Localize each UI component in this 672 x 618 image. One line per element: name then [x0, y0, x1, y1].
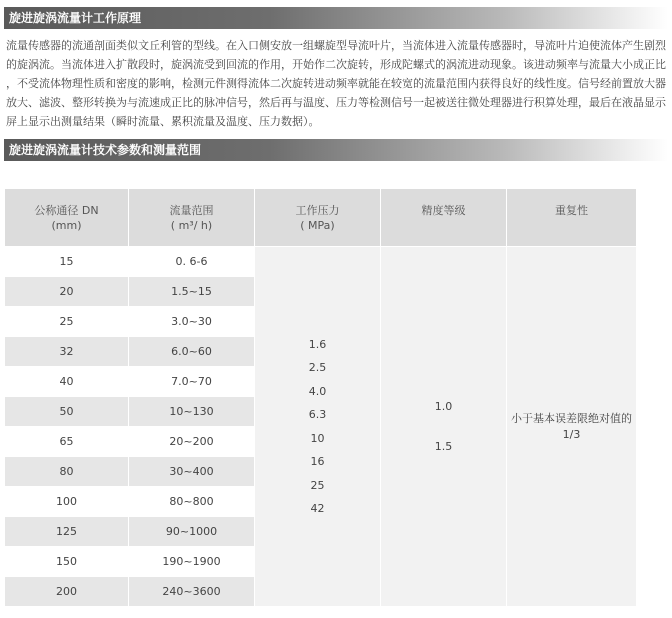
header-line: 工作压力 [295, 204, 340, 217]
header-line: ( MPa) [300, 219, 335, 232]
pressure-value: 2.5 [308, 361, 327, 374]
table-row [5, 247, 637, 277]
paragraph-line: ，不受流体物理性质和密度的影响，检测元件测得流体二次旋转进动频率就能在较宽的流量范围内获得良好的线性度。信号经前置放大器 [6, 77, 666, 90]
spec-table [4, 188, 637, 607]
header-accuracy-class [381, 189, 507, 247]
paragraph-line: 屏上显示出测量结果（瞬时流量、累积流量及温度、压力数据）。 [6, 115, 320, 128]
header-flow-range [129, 189, 255, 247]
cell-flow-range: 7.0~70 [129, 367, 255, 397]
paragraph-line: 的旋涡流。当流体进入扩散段时，旋涡流受到回流的作用，开始作二次旋转，形成陀螺式的涡流进动现象。该进动频率与流量大小成正比 [6, 58, 666, 71]
paragraph-line: 放大、滤波、整形转换为与流速成正比的脉冲信号，然后再与温度、压力等检测信号一起被送往微处理器进行积算处理，最后在液晶显示 [6, 96, 666, 109]
cell-repeatability: 小于基本误差限绝对值的1/3 [507, 247, 637, 607]
table-header-row [5, 189, 637, 247]
pressure-value: 4.0 [308, 384, 327, 398]
cell-dn: 80 [5, 457, 129, 487]
cell-dn: 150 [5, 547, 129, 577]
pressure-value: 16 [310, 455, 325, 468]
header-nominal-diameter [5, 189, 129, 247]
header-line: 公称通径 DN [34, 204, 99, 217]
cell-pressure-list [255, 247, 381, 607]
cell-dn: 20 [5, 277, 129, 307]
header-repeatability [507, 189, 637, 247]
working-principle-paragraph [6, 36, 668, 131]
cell-accuracy-list [381, 247, 507, 607]
section-title-working-principle: 旋进旋涡流量计工作原理 [4, 7, 668, 29]
header-line: 重复性 [555, 204, 588, 217]
pressure-value: 42 [310, 502, 325, 515]
accuracy-value: 1.5 [434, 439, 453, 453]
cell-flow-range: 30~400 [129, 457, 255, 487]
section-title-technical-parameters: 旋进旋涡流量计技术参数和测量范围 [4, 139, 668, 161]
paragraph-line: 流量传感器的流通剖面类似文丘利管的型线。在入口侧安放一组螺旋型导流叶片，当流体进入流量传感器时，导流叶片迫使流体产生剧烈 [6, 39, 666, 52]
cell-flow-range: 1.5~15 [129, 277, 255, 307]
cell-flow-range: 10~130 [129, 397, 255, 427]
pressure-value: 1.6 [308, 337, 327, 351]
pressure-value: 25 [310, 478, 325, 492]
cell-flow-range: 90~1000 [129, 517, 255, 547]
cell-dn: 32 [5, 337, 129, 367]
cell-dn: 65 [5, 427, 129, 457]
cell-flow-range: 190~1900 [129, 547, 255, 577]
header-working-pressure [255, 189, 381, 247]
cell-dn: 50 [5, 397, 129, 427]
cell-flow-range: 3.0~30 [129, 307, 255, 337]
header-line: 精度等级 [421, 204, 466, 217]
cell-dn: 200 [5, 577, 129, 607]
cell-flow-range: 6.0~60 [129, 337, 255, 367]
header-line: 流量范围 [169, 204, 214, 217]
cell-flow-range: 240~3600 [129, 577, 255, 607]
cell-dn: 15 [5, 247, 129, 277]
cell-dn: 25 [5, 307, 129, 337]
cell-flow-range: 80~800 [129, 487, 255, 517]
cell-dn: 40 [5, 367, 129, 397]
pressure-value: 10 [310, 431, 325, 445]
pressure-value: 6.3 [308, 408, 327, 421]
cell-flow-range: 20~200 [129, 427, 255, 457]
cell-dn: 100 [5, 487, 129, 517]
header-line: (mm) [51, 219, 82, 232]
header-line: ( m³/ h) [170, 219, 213, 232]
cell-flow-range: 0. 6-6 [129, 247, 255, 277]
accuracy-value: 1.0 [434, 399, 453, 413]
cell-dn: 125 [5, 517, 129, 547]
